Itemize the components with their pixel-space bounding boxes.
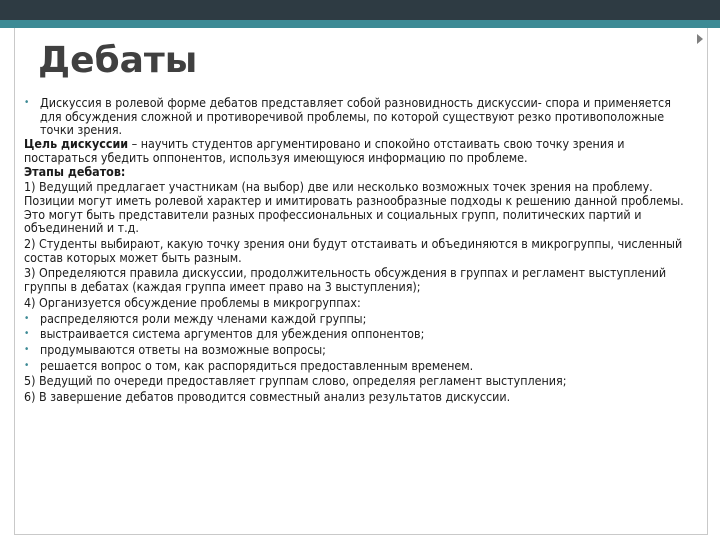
stage-4-item <box>24 327 694 341</box>
stage-4: 4) Организуется обсуждение проблемы в микрогруппах: <box>24 294 361 310</box>
goal-paragraph <box>24 137 694 164</box>
intro-paragraph <box>24 96 694 137</box>
bullet-icon: • <box>24 359 30 371</box>
stage-1: 1) Ведущий предлагает участникам (на выбор) две или несколько возможных точек зрения на проблему. Позиции могут иметь ролевой характер и имитировать разнообразные подходы к решению данной проблемы. Это могут быть представители разных профессиональных и социальных групп, политических партий и объединений и т.д. <box>24 179 684 236</box>
frame-marker-icon <box>697 34 703 44</box>
slide-title: Дебаты <box>38 40 198 81</box>
bullet-icon: • <box>24 312 30 324</box>
intro-text: Дискуссия в ролевой форме дебатов представляет собой разновидность дискуссии- спора и применяется для обсуждения сложной и противоречивой проблемы, по которой существуют резко противоположные точки зрения. <box>40 95 671 138</box>
bullet-icon: • <box>24 97 30 108</box>
stages-label: Этапы дебатов: <box>24 163 126 179</box>
stage-4-item-text: продумываются ответы на возможные вопросы; <box>40 341 326 357</box>
stages-heading <box>24 165 694 179</box>
stage-6: 6) В завершение дебатов проводится совместный анализ результатов дискуссии. <box>24 389 511 405</box>
header-band-accent <box>0 20 720 28</box>
goal-text: – научить студентов аргументировано и спокойно отстаивать свою точку зрения и постараться убедить оппонентов, используя имеющуюся информацию по проблеме. <box>24 136 625 165</box>
stage-3: 3) Определяются правила дискуссии, продолжительность обсуждения в группах и регламент выступлений группы в дебатах (каждая группа имеет право на 3 выступления); <box>24 265 667 295</box>
stage-2: 2) Студенты выбирают, какую точку зрения они будут отстаивать и объединяются в микрогруппы, численный состав которых может быть разным. <box>24 236 683 265</box>
goal-label: Цель дискуссии <box>24 136 129 152</box>
stage-5: 5) Ведущий по очереди предоставляет группам слово, определяя регламент выступления; <box>24 373 567 389</box>
header-band-dark <box>0 0 720 20</box>
slide-body <box>24 96 694 404</box>
bullet-icon: • <box>24 343 30 355</box>
stage-4-item <box>24 312 694 326</box>
stage-4-item-text: выстраивается система аргументов для убеждения оппонентов; <box>40 326 425 342</box>
stage-4-item-text: распределяются роли между членами каждой группы; <box>40 310 367 326</box>
stage-4-item-text: решается вопрос о том, как распорядиться предоставленным временем. <box>40 357 474 373</box>
stage-4-item <box>24 359 694 373</box>
bullet-icon: • <box>24 328 30 340</box>
stage-4-item <box>24 343 694 357</box>
